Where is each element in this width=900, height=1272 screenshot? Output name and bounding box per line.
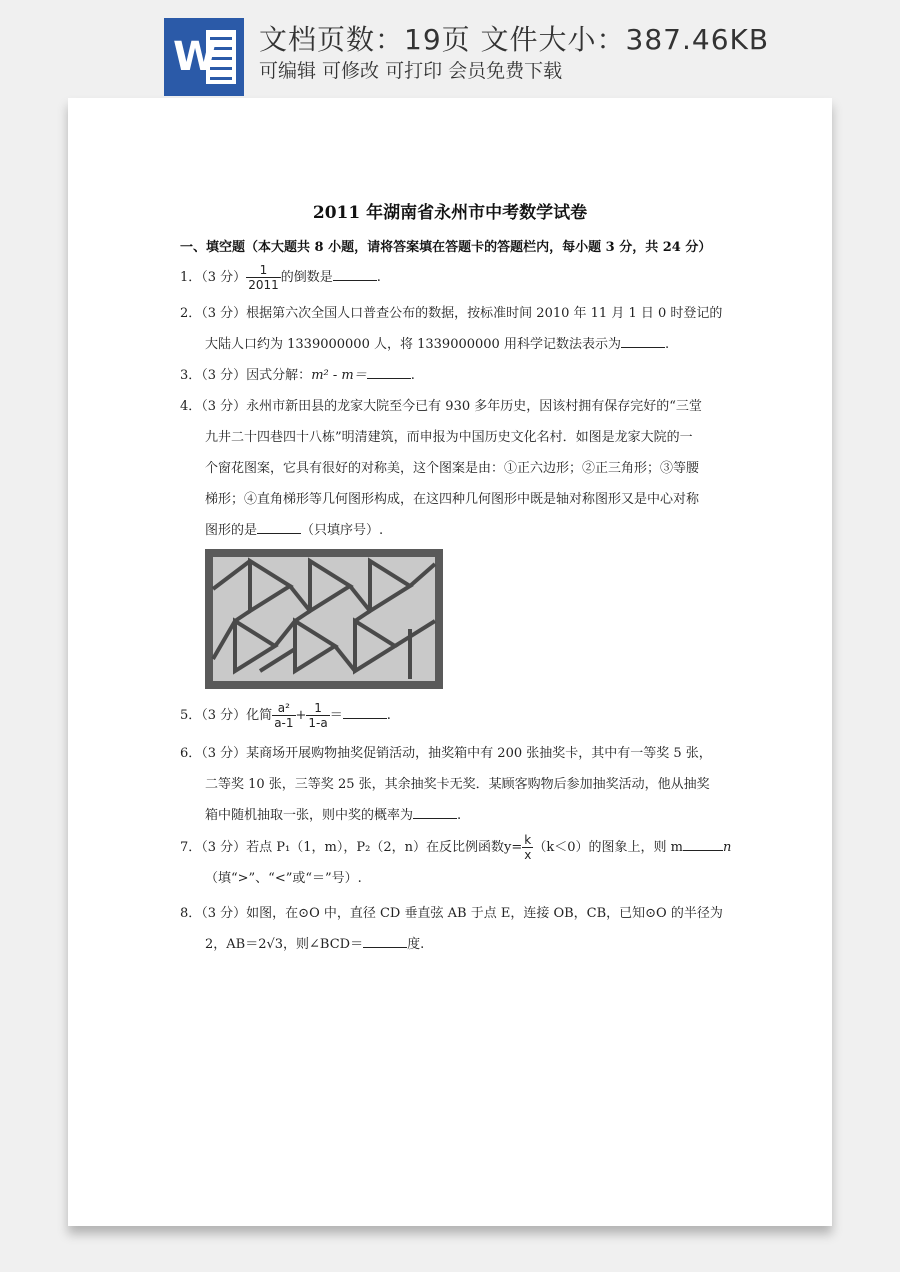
q4-line5-pre: 图形的是 [205, 523, 258, 538]
document-page [68, 98, 832, 1226]
q8-line2-post: 度. [407, 937, 425, 952]
q5-equals: ＝ [329, 708, 343, 723]
q2-end: . [664, 337, 670, 352]
q8-line2-pre: 2，AB＝2√3，则∠BCD＝ [205, 937, 364, 952]
answer-blank [621, 335, 665, 348]
q4-line2: 九井二十四巷四十八栋”明清建筑，而申报为中国历史文化名村．如图是龙家大院的一 [205, 430, 693, 445]
q7-fn-prefix: y= [503, 840, 523, 855]
q7-pre: 7．（3 分）若点 P₁（1，m），P₂（2，n）在反比例函数 [180, 840, 504, 855]
question-6 [180, 738, 712, 831]
q5-fraction-1 [272, 701, 295, 730]
q6-line1: 6．（3 分）某商场开展购物抽奖促销活动，抽奖箱中有 200 张抽奖卡，其中有一等奖 5 张， [180, 746, 712, 761]
q1-suffix: 的倒数是 [280, 270, 333, 285]
question-7 [180, 832, 731, 894]
q4-line5-post: （只填序号）. [301, 523, 384, 538]
q4-line5 [180, 515, 702, 546]
q2-line1: 2．（3 分）根据第六次全国人口普查公布的数据，按标准时间 2010 年 11 月 1 日 0 时登记的 [180, 306, 723, 321]
answer-blank [343, 706, 387, 719]
q5-plus: + [295, 708, 307, 723]
question-4 [180, 391, 702, 546]
q7-mid: 的图象上，则 m [588, 840, 683, 855]
q6-line3 [180, 800, 712, 831]
q6-end: . [457, 808, 462, 823]
q3-expression: m² - m＝ [311, 368, 367, 383]
q8-line1: 8．（3 分）如图，在⊙O 中，直径 CD 垂直弦 AB 于点 E，连接 OB，CB，已知⊙O 的半径为 [180, 906, 723, 921]
question-8 [180, 898, 723, 960]
answer-blank [257, 521, 301, 534]
answer-blank [413, 806, 457, 819]
answer-blank [333, 268, 377, 281]
question-3 [180, 360, 415, 391]
word-document-icon [164, 18, 244, 96]
section-heading: 一、填空题（本大题共 8 小题，请将答案填在答题卡的答题栏内，每小题 3 分，共 24 分） [180, 240, 712, 255]
q8-line2 [180, 929, 723, 960]
q2-text: 大陆人口约为 1339000000 人，将 1339000000 用科学记数法表示为 [205, 337, 621, 352]
q3-prefix: 3．（3 分）因式分解： [180, 368, 312, 383]
document-features: 可编辑 可修改 可打印 会员免费下载 [259, 60, 563, 82]
q4-line1: 4．（3 分）永州市新田县的龙家大院至今已有 930 多年历史，因该村拥有保存完好的“三堂 [180, 399, 702, 414]
q5-prefix: 5．（3 分）化简 [180, 708, 273, 723]
q7-fraction [522, 833, 533, 862]
q5-end: . [386, 708, 391, 723]
q7-line1 [180, 832, 731, 863]
page-title: 2011 年湖南省永州市中考数学试卷 [312, 203, 588, 223]
q4-line3: 个窗花图案，它具有很好的对称美，这个图案是由：①正六边形；②正三角形；③等腰 [205, 461, 700, 476]
q7-denominator: x [524, 848, 532, 862]
question-2 [180, 298, 722, 360]
q5-f2-denominator: 1-a [308, 716, 328, 730]
question-5 [180, 700, 391, 731]
answer-blank [363, 935, 407, 948]
document-info: 文档页数：19页 文件大小：387.46KB [259, 23, 770, 56]
header-banner [0, 0, 900, 100]
q1-prefix: 1．（3 分） [180, 270, 247, 285]
q1-numerator: 1 [246, 263, 281, 278]
q1-fraction [246, 263, 281, 292]
q1-end: . [376, 270, 381, 285]
q5-f1-denominator: a-1 [274, 716, 294, 730]
q4-line4: 梯形；④直角梯形等几何图形构成，在这四种几何图形中既是轴对称图形又是中心对称 [205, 492, 700, 507]
q7-post: n [722, 840, 732, 855]
q7-condition: （k＜0） [533, 840, 589, 855]
answer-blank [367, 366, 411, 379]
question-1 [180, 262, 381, 293]
q3-end: . [410, 368, 415, 383]
q1-denominator: 2011 [248, 278, 279, 292]
q5-f2-numerator: 1 [306, 701, 329, 716]
q7-numerator: k [522, 833, 533, 848]
answer-blank [683, 838, 723, 851]
q5-fraction-2 [306, 701, 329, 730]
q2-line2 [180, 329, 722, 360]
window-lattice-figure [205, 549, 443, 689]
q6-line3-pre: 箱中随机抽取一张，则中奖的概率为 [205, 808, 414, 823]
word-icon-letter: W [173, 34, 218, 80]
q6-line2: 二等奖 10 张，三等奖 25 张，其余抽奖卡无奖．某顾客购物后参加抽奖活动，他从抽奖 [205, 777, 710, 792]
q5-f1-numerator: a² [272, 701, 295, 716]
q7-line2: （填“>”、“<”或“＝”号）. [205, 871, 362, 886]
